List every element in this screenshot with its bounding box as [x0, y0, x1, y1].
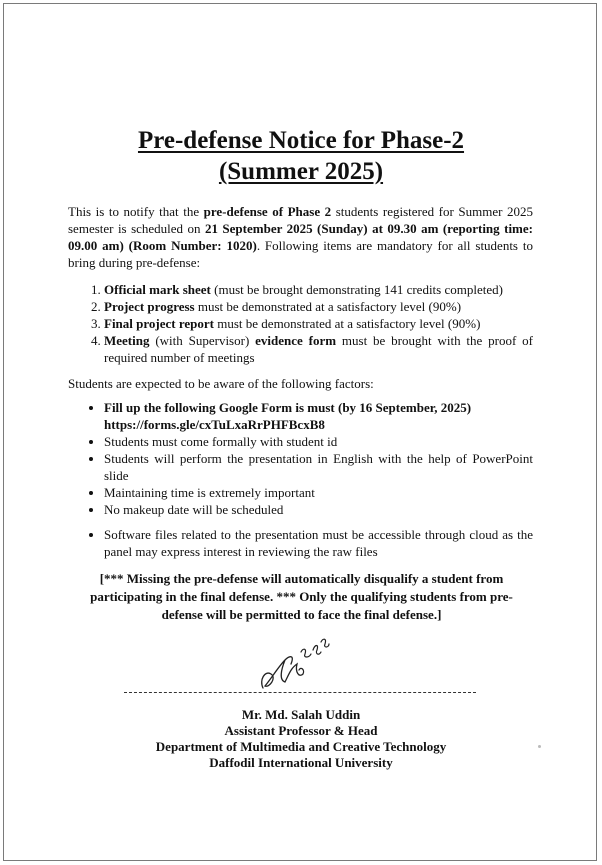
signatory-designation: Assistant Professor & Head: [224, 723, 378, 738]
factor-makeup: • No makeup date will be scheduled: [104, 501, 533, 518]
factor-formal: • Students must come formally with student id: [104, 433, 533, 450]
factor-form-text: Fill up the following Google Form is must (by 16 September, 2025): [104, 400, 472, 415]
item-text: must be demonstrated at a satisfactory level (90%): [214, 316, 481, 331]
signature-divider: [124, 692, 476, 693]
item-bold: Official mark sheet: [104, 282, 211, 297]
mandatory-item: [104, 332, 533, 366]
intro-bold-2: 21 September 2025 (Sunday) at 09.30 am (reporting time: 09.00 am) (Room Number: 1020): [68, 221, 533, 253]
title-line-2: (Summer 2025): [218, 158, 384, 185]
item-bold: Final project report: [104, 316, 214, 331]
mandatory-item: [104, 281, 533, 298]
factor-presentation: • Students will perform the presentation in English with the help of PowerPoint slide: [104, 450, 533, 484]
title-line-1: Pre-defense Notice for Phase-2: [137, 127, 465, 154]
item-bold: Meeting: [104, 333, 150, 348]
signatory-department: Department of Multimedia and Creative Technology: [155, 739, 447, 754]
item-text: must be brought with the proof of required number of meetings: [104, 333, 533, 365]
stray-mark: [538, 745, 541, 748]
intro-bold-1: pre-defense of Phase 2: [203, 204, 332, 219]
signatory-name: Mr. Md. Salah Uddin: [241, 707, 361, 722]
intro-text-1: This is to notify that the: [68, 204, 204, 219]
signature-mark: [255, 630, 335, 695]
item-bold: Project progress: [104, 299, 195, 314]
item-text: must be demonstrated at a satisfactory level (90%): [194, 299, 462, 314]
mandatory-item: [104, 315, 533, 332]
factors-list: [68, 399, 533, 560]
intro-text-3: . Following items are mandatory for all students to bring during pre-defense:: [68, 238, 533, 270]
factor-software: • Software files related to the presentation must be accessible through cloud as the panel may express interest in reviewing the raw files: [104, 526, 533, 560]
intro-paragraph: [68, 203, 533, 271]
factor-time: • Maintaining time is extremely important: [104, 484, 533, 501]
mandatory-item: [104, 298, 533, 315]
item-text: (must be brought demonstrating 141 credits completed): [210, 282, 503, 297]
factors-intro: Students are expected to be aware of the following factors:: [68, 376, 374, 391]
signatory-university: Daffodil International University: [209, 755, 393, 770]
factor-google-form: [104, 399, 533, 433]
notice-title: [0, 125, 602, 187]
google-form-link[interactable]: https://forms.gle/cxTuLxaRrPHFBcxB8: [104, 417, 325, 432]
item-bold-2: evidence form: [255, 333, 337, 348]
disqualification-warning: [*** Missing the pre-defense will automatically disqualify a student from participating in the final defense. *** Only the qualifying students from pre-defense will be permitted to face the final defense.]: [90, 571, 513, 622]
signatory-block: [0, 707, 602, 771]
item-text: (with Supervisor): [149, 333, 256, 348]
notice-body: [68, 203, 533, 624]
intro-text-2: students registered for Summer 2025 semester is scheduled on: [68, 204, 533, 236]
mandatory-items-list: [68, 281, 533, 366]
